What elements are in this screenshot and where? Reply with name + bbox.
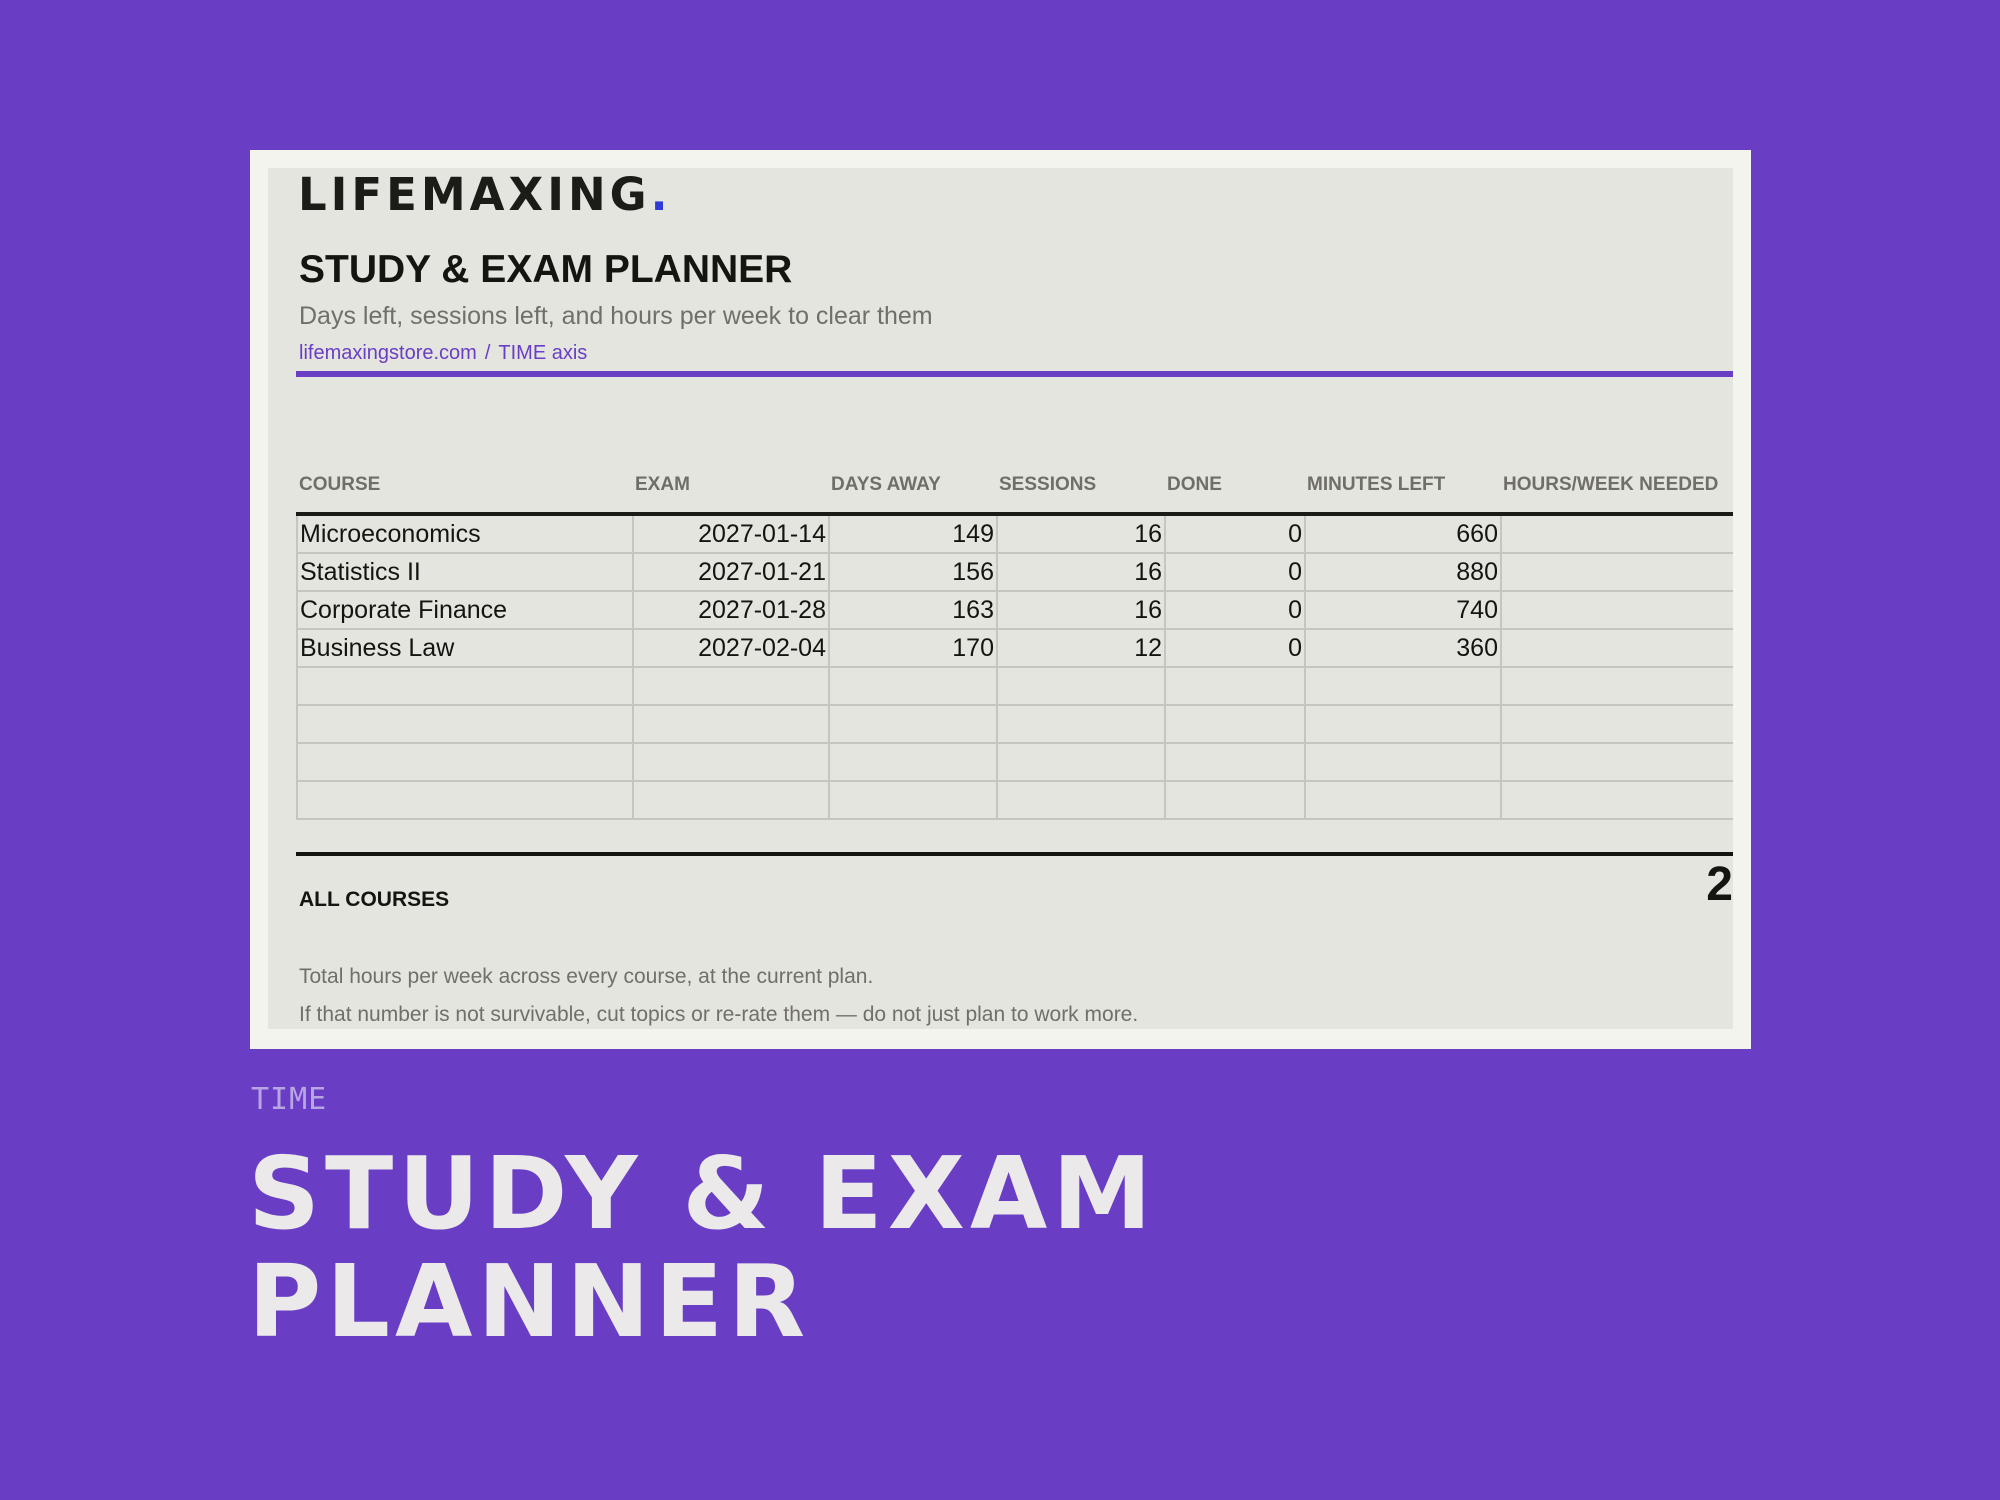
cell-course[interactable]: Statistics II — [297, 553, 633, 591]
cell-done[interactable]: 0 — [1165, 591, 1305, 629]
cell-hours-week-needed[interactable] — [1501, 781, 1733, 819]
cell-hours-week-needed[interactable] — [1501, 629, 1733, 667]
column-header-days-away: DAYS AWAY — [829, 463, 997, 514]
cell-done[interactable] — [1165, 667, 1305, 705]
logo-dot: . — [650, 168, 672, 221]
cell-done[interactable] — [1165, 743, 1305, 781]
total-divider — [296, 852, 1733, 856]
hero-title-line-1: STUDY & EXAM — [248, 1135, 1157, 1252]
cell-course[interactable] — [297, 781, 633, 819]
course-table — [296, 463, 1733, 820]
accent-divider — [296, 371, 1733, 377]
cell-sessions[interactable]: 16 — [997, 514, 1165, 553]
column-header-minutes-left: MINUTES LEFT — [1305, 463, 1501, 514]
cell-exam[interactable] — [633, 667, 829, 705]
cell-hours-week-needed[interactable] — [1501, 743, 1733, 781]
cell-days-away[interactable]: 163 — [829, 591, 997, 629]
cell-course[interactable]: Corporate Finance — [297, 591, 633, 629]
cell-exam[interactable]: 2027-01-21 — [633, 553, 829, 591]
cell-hours-week-needed[interactable] — [1501, 553, 1733, 591]
cell-days-away[interactable]: 170 — [829, 629, 997, 667]
breadcrumb — [299, 342, 587, 365]
breadcrumb-section-link[interactable]: TIME axis — [498, 342, 588, 364]
table-row — [297, 591, 1733, 629]
note-line-1: Total hours per week across every course, at the current plan. — [299, 965, 874, 988]
cell-exam[interactable] — [633, 781, 829, 819]
cell-done[interactable]: 0 — [1165, 553, 1305, 591]
cell-days-away[interactable] — [829, 781, 997, 819]
cell-exam[interactable] — [633, 743, 829, 781]
cell-hours-week-needed[interactable] — [1501, 514, 1733, 553]
cell-minutes-left[interactable]: 740 — [1305, 591, 1501, 629]
table-row — [297, 667, 1733, 705]
brand-logo — [298, 168, 672, 221]
cell-days-away[interactable] — [829, 667, 997, 705]
cell-course[interactable] — [297, 705, 633, 743]
planner-card — [250, 150, 1751, 1049]
cell-days-away[interactable] — [829, 743, 997, 781]
note-line-2: If that number is not survivable, cut topics or re-rate them — do not just plan to work more. — [299, 1003, 1139, 1026]
cell-exam[interactable]: 2027-02-04 — [633, 629, 829, 667]
sheet-subtitle: Days left, sessions left, and hours per week to clear them — [299, 302, 933, 330]
cell-minutes-left[interactable] — [1305, 743, 1501, 781]
cell-minutes-left[interactable] — [1305, 705, 1501, 743]
cell-sessions[interactable] — [997, 667, 1165, 705]
cell-done[interactable]: 0 — [1165, 514, 1305, 553]
breadcrumb-separator: / — [484, 342, 491, 364]
cell-minutes-left[interactable]: 660 — [1305, 514, 1501, 553]
cell-hours-week-needed[interactable] — [1501, 705, 1733, 743]
cell-course[interactable] — [297, 743, 633, 781]
table-row — [297, 514, 1733, 553]
column-header-done: DONE — [1165, 463, 1305, 514]
table-body — [297, 514, 1733, 819]
cell-hours-week-needed[interactable] — [1501, 667, 1733, 705]
cell-days-away[interactable] — [829, 705, 997, 743]
total-value: 2 — [1706, 858, 1733, 911]
cell-sessions[interactable]: 16 — [997, 553, 1165, 591]
spreadsheet — [268, 168, 1733, 1029]
logo-text: LIFEMAXING — [298, 168, 651, 221]
cell-exam[interactable] — [633, 705, 829, 743]
column-header-course: COURSE — [297, 463, 633, 514]
cell-sessions[interactable] — [997, 743, 1165, 781]
cell-done[interactable] — [1165, 705, 1305, 743]
cell-sessions[interactable] — [997, 705, 1165, 743]
cell-sessions[interactable]: 16 — [997, 591, 1165, 629]
cell-minutes-left[interactable] — [1305, 667, 1501, 705]
category-tag: TIME — [251, 1082, 328, 1117]
cell-exam[interactable]: 2027-01-14 — [633, 514, 829, 553]
cell-sessions[interactable]: 12 — [997, 629, 1165, 667]
hero-title-line-2: PLANNER — [248, 1243, 811, 1360]
cell-days-away[interactable]: 156 — [829, 553, 997, 591]
cell-course[interactable]: Microeconomics — [297, 514, 633, 553]
table-row — [297, 553, 1733, 591]
cell-done[interactable] — [1165, 781, 1305, 819]
table-row — [297, 781, 1733, 819]
table-row — [297, 743, 1733, 781]
column-header-hours-week-needed: HOURS/WEEK NEEDED — [1501, 463, 1733, 514]
total-label: ALL COURSES — [299, 888, 450, 911]
column-header-exam: EXAM — [633, 463, 829, 514]
cell-course[interactable] — [297, 667, 633, 705]
column-header-sessions: SESSIONS — [997, 463, 1165, 514]
table-row — [297, 629, 1733, 667]
table-header-row — [297, 463, 1733, 514]
sheet-title: STUDY & EXAM PLANNER — [299, 248, 793, 291]
hero-title — [248, 1135, 1157, 1360]
cell-minutes-left[interactable] — [1305, 781, 1501, 819]
cell-sessions[interactable] — [997, 781, 1165, 819]
cell-minutes-left[interactable]: 360 — [1305, 629, 1501, 667]
breadcrumb-site-link[interactable]: lifemaxingstore.com — [299, 342, 477, 364]
cell-days-away[interactable]: 149 — [829, 514, 997, 553]
cell-course[interactable]: Business Law — [297, 629, 633, 667]
cell-hours-week-needed[interactable] — [1501, 591, 1733, 629]
cell-minutes-left[interactable]: 880 — [1305, 553, 1501, 591]
cell-done[interactable]: 0 — [1165, 629, 1305, 667]
cell-exam[interactable]: 2027-01-28 — [633, 591, 829, 629]
table-row — [297, 705, 1733, 743]
